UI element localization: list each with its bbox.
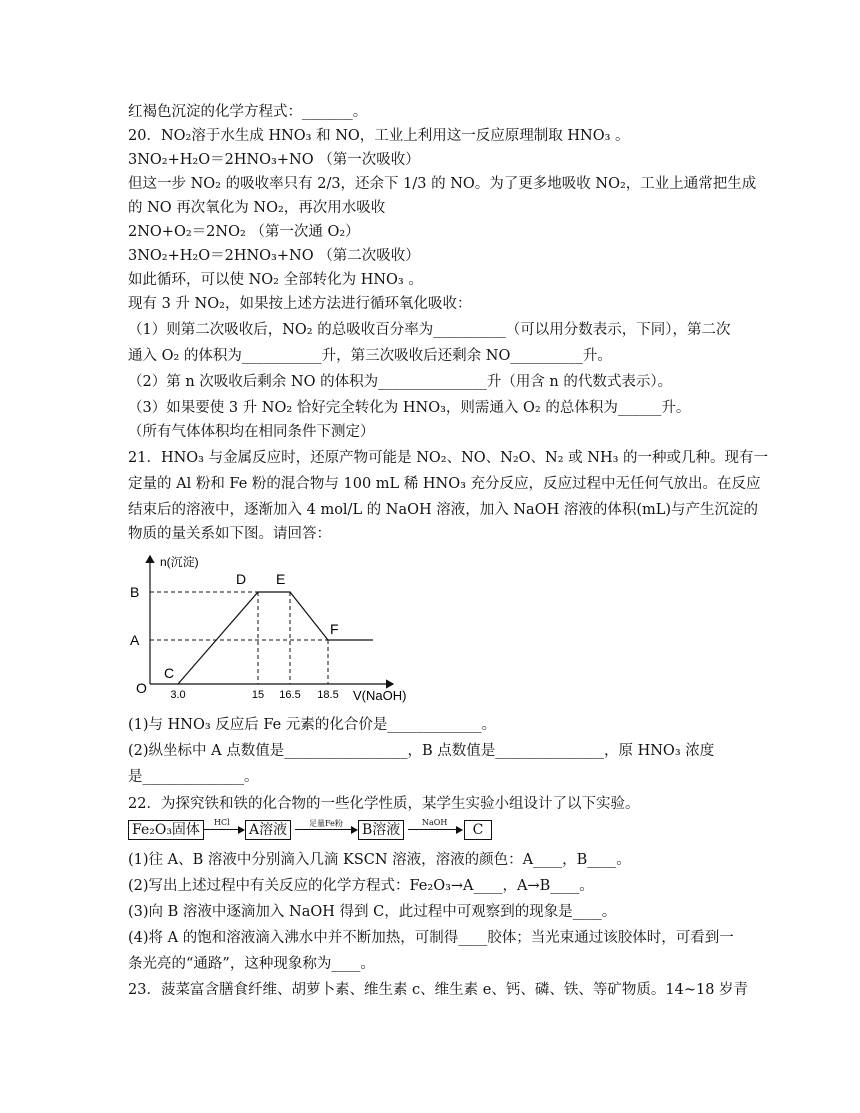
text-line: （所有气体体积均在相同条件下测定） [128,424,375,440]
text-line: 现有 3 升 NO₂，如果按上述方法进行循环氧化吸收： [128,296,472,312]
text-line: 红褐色沉淀的化学方程式：_______。 [128,104,368,120]
y-level-a: A [130,632,140,648]
point-label-c: C [164,665,175,681]
text-line: 的 NO 再次氧化为 NO₂，再次用水吸收 [128,200,386,216]
reagent-naoh: NaOH [422,818,448,827]
equation-first-absorption: 3NO₂+H₂O＝2HNO₃+NO （第一次吸收） [128,152,420,168]
point-label-e: E [276,571,286,587]
x-tick-label: 18.5 [317,689,339,701]
question-22-title: 22．为探究铁和铁的化合物的一些化学性质，某学生实验小组设计了以下实验。 [128,796,640,812]
flow-arrow [204,818,244,830]
equation-second-absorption: 3NO₂+H₂O＝2HNO₃+NO （第二次吸收） [128,248,420,264]
text-line: 条光亮的“通路”，这种现象称为____。 [128,956,375,972]
flow-box-c: C [464,820,492,840]
question-21-part-2: (2)纵坐标中 A 点数值是_________________，B 点数值是_______________，原 HNO₃ 浓度 [128,743,715,759]
text-line: 定量的 Al 粉和 Fe 粉的混合物与 100 mL 稀 HNO₃ 充分反应，反应过程中无任何气放出。在反应 [128,476,761,492]
precipitate-curve [178,592,373,684]
question-22-part-2: (2)写出上述过程中有关反应的化学方程式：Fe₂O₃→A____，A→B____。 [128,878,594,894]
x-tick-label: 16.5 [279,689,301,701]
y-axis-label: n(沉淀) [160,555,199,569]
x-tick-label: 15 [251,689,265,701]
equation-first-o2: 2NO+O₂＝2NO₂ （第一次通 O₂） [128,224,360,240]
question-21-part-1: (1)与 HNO₃ 反应后 Fe 元素的化合价是_____________。 [128,717,497,733]
question-23-title: 23．菠菜富含膳食纤维、胡萝卜素、维生素 c、维生素 e、钙、磷、铁、等矿物质。14~18 岁青 [128,982,749,998]
question-22-part-1: (1)往 A、B 溶液中分别滴入几滴 KSCN 溶液，溶液的颜色：A____，B____。 [128,852,631,868]
reagent-hcl: HCl [214,818,230,827]
question-20-part-2: （2）第 n 次吸收后剩余 NO 的体积为_______________升（用含 n 的代数式表示）。 [128,374,673,390]
text-line: 结束后的溶液中，逐渐加入 4 mol/L 的 NaOH 溶液，加入 NaOH 溶液的体积(mL)与产生沉淀的 [128,502,759,518]
y-level-b: B [130,584,140,600]
text-line: 物质的量关系如下图。请回答： [128,526,331,542]
point-label-f: F [330,621,339,637]
x-tick-label: 3.0 [170,689,186,701]
text-line: 但这一步 NO₂ 的吸收率只有 2/3，还余下 1/3 的 NO。为了更多地吸收 NO₂，工业上通常把生成 [128,176,757,192]
question-20-title: 20．NO₂溶于水生成 HNO₃ 和 NO，工业上利用这一反应原理制取 HNO₃ 。 [128,128,630,144]
text-line: 通入 O₂ 的体积为___________升，第三次吸收后还剩余 NO__________升。 [128,348,612,364]
precipitate-graph [128,550,428,710]
reagent-fe: 足量Fe粉 [309,819,343,828]
flow-box-a: A溶液 [245,820,291,840]
x-axis-label: V(NaOH) [353,688,407,703]
question-20-part-1: （1）则第二次吸收后，NO₂ 的总吸收百分率为__________（可以用分数表示，下同），第二次 [128,322,731,338]
text-line: 如此循环，可以使 NO₂ 全部转化为 HNO₃ 。 [128,272,423,288]
point-label-d: D [236,571,247,587]
reaction-flow [128,818,548,842]
flow-box-b: B溶液 [358,820,404,840]
question-22-part-4: (4)将 A 的饱和溶液滴入沸水中并不断加热，可制得____胶体；当光束通过该胶体时，可看到一 [128,930,734,946]
flow-arrow [408,818,462,830]
question-21-title: 21．HNO₃ 与金属反应时，还原产物可能是 NO₂、NO、N₂O、N₂ 或 NH₃ 的一种或几种。现有一 [128,450,769,466]
question-20-part-3: （3）如果要使 3 升 NO₂ 恰好完全转化为 HNO₃，则需通入 O₂ 的总体积为______升。 [128,400,691,416]
flow-arrow [295,819,357,830]
flow-box-fe2o3: Fe₂O₃固体 [128,820,204,840]
text-line: 是______________。 [128,769,259,785]
question-22-part-3: (3)向 B 溶液中逐滴加入 NaOH 得到 C，此过程中可观察到的现象是____。 [128,904,617,920]
origin-label: O [136,680,147,696]
